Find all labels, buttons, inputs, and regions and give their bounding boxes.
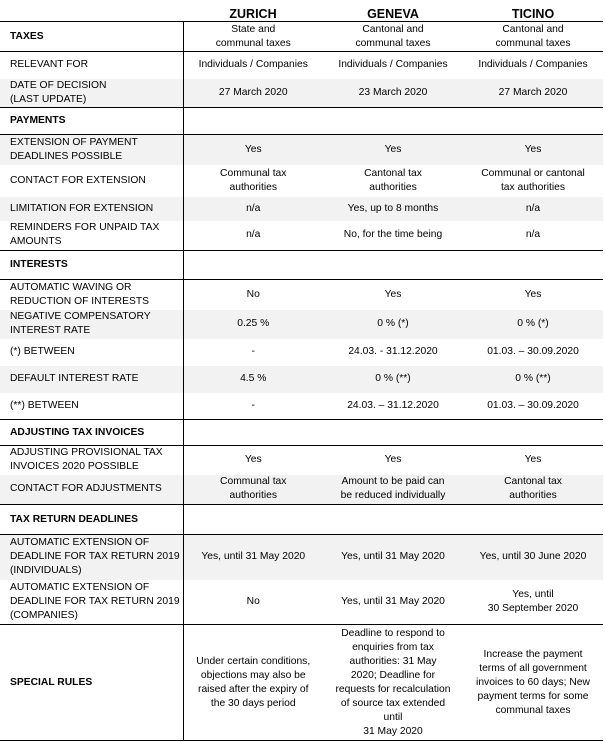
table-row [0,475,603,505]
cell-ticino: 01.03. – 30.09.2020 [487,399,579,411]
row-label: EXTENSION OF PAYMENT DEADLINES POSSIBLE [0,135,183,165]
row-label: ADJUSTING PROVISIONAL TAX INVOICES 2020 POSSIBLE [0,446,183,475]
cell-zurich: 27 March 2020 [183,79,323,108]
cell-zurich [183,420,323,446]
cell-geneva: 24.03. - 31.12.2020 [348,346,438,357]
cell-ticino [463,505,603,535]
cell-zurich: Yes [244,454,262,466]
cell-geneva: Amount to be paid can be reduced individually [323,475,463,505]
cell-ticino [463,251,603,280]
cell-ticino: Communal or cantonal tax authorities [481,167,585,193]
cell-geneva: 23 March 2020 [323,79,463,108]
table-row [0,135,603,165]
header-corner [0,0,183,22]
section-title: SPECIAL RULES [0,625,183,741]
cell-zurich: - [251,399,255,411]
cell-zurich [183,108,323,135]
cell-zurich: n/a [183,197,323,221]
table-row [0,165,603,197]
cell-ticino: Cantonal tax authorities [463,475,603,505]
row-label: CONTACT FOR EXTENSION [0,165,183,197]
cell-ticino: 27 March 2020 [463,79,603,108]
table-row [0,221,603,251]
cell-zurich: - [251,346,255,357]
table-row [0,393,603,420]
cell-geneva: Yes [384,288,402,300]
cell-zurich: Communal tax authorities [220,167,287,193]
cell-geneva: Deadline to respond to enquiries from tax authorities: 31 May 2020; Deadline for requests for recalculation of source tax extended until 31 May 2020 [323,625,463,741]
cell-zurich [183,505,323,535]
cell-geneva: Yes, until 31 May 2020 [341,595,445,607]
table-row [0,339,603,366]
table-row [0,197,603,221]
cell-geneva: Yes, until 31 May 2020 [323,535,463,580]
section-title: TAX RETURN DEADLINES [0,505,183,535]
cell-ticino [463,108,603,135]
section-row [0,420,603,446]
cell-geneva: Individuals / Companies [338,59,448,71]
row-label: CONTACT FOR ADJUSTMENTS [0,475,183,505]
cell-zurich: No [246,288,260,300]
cell-geneva [323,251,463,280]
cell-geneva: 24.03. – 31.12.2020 [347,399,439,411]
cell-ticino: 0 % (*) [463,310,603,339]
row-label: LIMITATION FOR EXTENSION [0,197,183,221]
row-label: REMINDERS FOR UNPAID TAX AMOUNTS [0,221,183,251]
cell-zurich [183,251,323,280]
table-row [0,366,603,393]
table-row [0,52,603,79]
cell-zurich: 0.25 % [183,310,323,339]
cell-geneva [323,420,463,446]
table-row [0,580,603,625]
row-label: AUTOMATIC EXTENSION OF DEADLINE FOR TAX RETURN 2019 (INDIVIDUALS) [0,535,183,580]
cell-geneva: Yes [323,135,463,165]
cell-ticino: Yes [524,288,542,300]
cell-ticino: Cantonal and communal taxes [463,22,603,52]
cell-zurich: State and communal taxes [183,22,323,52]
table-row [0,79,603,108]
section-row [0,625,603,741]
section-row [0,108,603,135]
cell-zurich: Yes, until 31 May 2020 [183,535,323,580]
row-label: (*) BETWEEN [0,339,183,366]
cell-geneva: Yes [384,454,402,466]
cell-geneva: Cantonal tax authorities [364,167,422,193]
cell-ticino: 01.03. – 30.09.2020 [487,346,579,357]
cell-ticino: Yes, until 30 June 2020 [463,535,603,580]
cell-zurich: Communal tax authorities [183,475,323,505]
table-row [0,280,603,310]
section-title: INTERESTS [0,251,183,280]
section-title: TAXES [0,22,183,52]
cell-geneva [323,505,463,535]
row-label: AUTOMATIC WAVING OR REDUCTION OF INTERESTS [0,280,183,310]
table-row [0,535,603,580]
cell-zurich: No [246,595,260,607]
cell-zurich: Yes [183,135,323,165]
column-header-geneva: GENEVA [367,7,419,21]
cell-ticino [463,420,603,446]
row-label: AUTOMATIC EXTENSION OF DEADLINE FOR TAX RETURN 2019 (COMPANIES) [0,580,183,625]
cell-zurich: n/a [246,229,261,241]
section-row [0,251,603,280]
row-label: DATE OF DECISION (LAST UPDATE) [0,79,183,108]
cell-zurich: Under certain conditions, objections may also be raised after the expiry of the 30 days period [183,625,323,741]
cell-geneva: 0 % (*) [323,310,463,339]
cell-ticino: Individuals / Companies [478,59,588,71]
section-title: ADJUSTING TAX INVOICES [0,420,183,446]
cell-ticino: Yes [463,135,603,165]
cell-zurich: 4.5 % [183,366,323,393]
cell-ticino: Yes, until 30 September 2020 [487,588,579,614]
row-label: NEGATIVE COMPENSATORY INTEREST RATE [0,310,183,339]
cell-zurich: Individuals / Companies [198,59,308,71]
cell-ticino: n/a [525,229,541,241]
cell-ticino: n/a [463,197,603,221]
section-row [0,22,603,52]
section-row [0,505,603,535]
row-label: DEFAULT INTEREST RATE [0,366,183,393]
section-title: PAYMENTS [0,108,183,135]
table-body [0,22,603,741]
row-label: (**) BETWEEN [0,393,183,420]
cell-geneva: Yes, up to 8 months [323,197,463,221]
cell-ticino: Yes [524,454,542,466]
cell-geneva: Cantonal and communal taxes [323,22,463,52]
row-label: RELEVANT FOR [0,52,183,79]
header-row [0,0,603,22]
cell-geneva [323,108,463,135]
column-header-zurich: ZURICH [229,7,277,21]
table-row [0,310,603,339]
column-header-ticino: TICINO [511,7,555,21]
cell-ticino: Increase the payment terms of all government invoices to 60 days; New payment terms for some communal taxes [463,625,603,741]
cell-geneva: No, for the time being [343,229,443,241]
cell-ticino: 0 % (**) [463,366,603,393]
table-row [0,446,603,475]
cell-geneva: 0 % (**) [323,366,463,393]
